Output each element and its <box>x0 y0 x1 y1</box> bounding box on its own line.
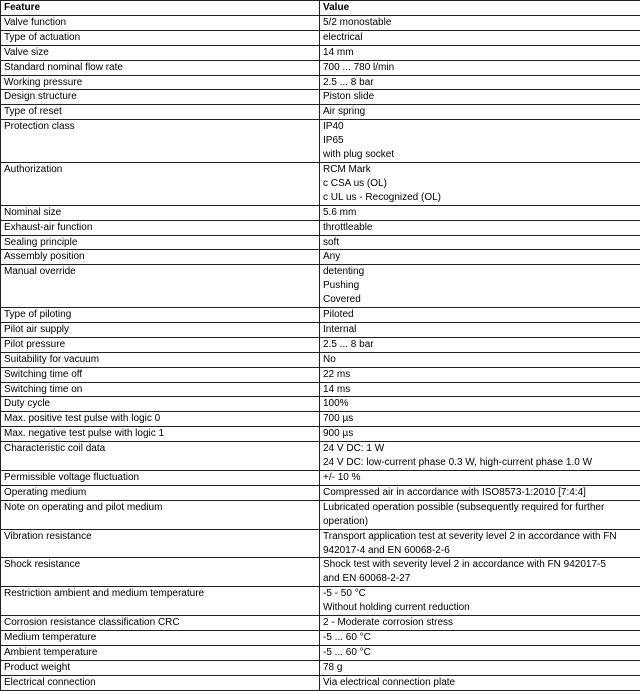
feature-cell: Design structure <box>1 90 320 105</box>
table-row <box>1 485 640 500</box>
feature-cell: Exhaust-air function <box>1 220 320 235</box>
value-line: 5.6 mm <box>323 206 640 220</box>
feature-cell: Assembly position <box>1 250 320 265</box>
table-row <box>1 250 640 265</box>
feature-cell: Product weight <box>1 660 320 675</box>
value-line: -5 ... 60 °C <box>323 646 640 660</box>
value-line: detenting <box>323 265 640 279</box>
table-row <box>1 352 640 367</box>
feature-cell: Switching time off <box>1 367 320 382</box>
value-cell <box>320 45 640 60</box>
feature-cell: Characteristic coil data <box>1 442 320 471</box>
value-cell <box>320 205 640 220</box>
value-cell <box>320 397 640 412</box>
value-line: 900 µs <box>323 427 640 441</box>
value-cell <box>320 630 640 645</box>
feature-cell: Restriction ambient and medium temperature <box>1 587 320 616</box>
value-line: +/- 10 % <box>323 471 640 485</box>
value-line: 700 ... 780 l/min <box>323 61 640 75</box>
value-line: with plug socket <box>323 148 640 162</box>
table-row <box>1 30 640 45</box>
value-cell <box>320 558 640 587</box>
table-row <box>1 120 640 163</box>
table-row <box>1 205 640 220</box>
value-cell <box>320 471 640 486</box>
table-row <box>1 587 640 616</box>
value-line: Covered <box>323 293 640 307</box>
feature-cell: Electrical connection <box>1 675 320 690</box>
table-row <box>1 529 640 558</box>
value-line: Shock test with severity level 2 in accordance with FN 942017-5 <box>323 558 640 572</box>
feature-cell: Standard nominal flow rate <box>1 60 320 75</box>
feature-cell: Note on operating and pilot medium <box>1 500 320 529</box>
value-cell <box>320 322 640 337</box>
value-cell <box>320 529 640 558</box>
value-line: 700 µs <box>323 412 640 426</box>
value-line: soft <box>323 236 640 250</box>
table-row <box>1 15 640 30</box>
table-row <box>1 90 640 105</box>
feature-cell: Working pressure <box>1 75 320 90</box>
value-line: electrical <box>323 31 640 45</box>
table-row <box>1 75 640 90</box>
value-line: 14 mm <box>323 46 640 60</box>
value-cell <box>320 660 640 675</box>
value-cell <box>320 382 640 397</box>
value-line: c UL us - Recognized (OL) <box>323 191 640 205</box>
value-line: 942017-4 and EN 60068-2-6 <box>323 544 640 558</box>
value-cell <box>320 60 640 75</box>
feature-cell: Corrosion resistance classification CRC <box>1 616 320 631</box>
value-line: 14 ms <box>323 383 640 397</box>
value-line: 5/2 monostable <box>323 16 640 30</box>
table-row <box>1 235 640 250</box>
feature-cell: Switching time on <box>1 382 320 397</box>
value-cell <box>320 352 640 367</box>
value-cell <box>320 105 640 120</box>
value-cell <box>320 427 640 442</box>
value-cell <box>320 308 640 323</box>
feature-cell: Pilot pressure <box>1 337 320 352</box>
value-cell <box>320 500 640 529</box>
value-line: Lubricated operation possible (subsequently required for further <box>323 501 640 515</box>
value-line: -5 ... 60 °C <box>323 631 640 645</box>
value-cell <box>320 616 640 631</box>
feature-cell: Permissible voltage fluctuation <box>1 471 320 486</box>
value-cell <box>320 162 640 205</box>
feature-cell: Ambient temperature <box>1 645 320 660</box>
table-row <box>1 500 640 529</box>
value-cell <box>320 250 640 265</box>
table-row <box>1 382 640 397</box>
value-cell <box>320 220 640 235</box>
table-row <box>1 105 640 120</box>
value-line: Via electrical connection plate <box>323 676 640 690</box>
table-row <box>1 265 640 308</box>
value-cell <box>320 120 640 163</box>
value-line: and EN 60068-2-27 <box>323 572 640 586</box>
value-line: Any <box>323 250 640 264</box>
table-row <box>1 397 640 412</box>
value-line: -5 - 50 °C <box>323 587 640 601</box>
table-row <box>1 337 640 352</box>
spec-table-body <box>1 15 640 690</box>
feature-cell: Max. negative test pulse with logic 1 <box>1 427 320 442</box>
value-line: throttleable <box>323 221 640 235</box>
value-line: Without holding current reduction <box>323 601 640 615</box>
feature-cell: Duty cycle <box>1 397 320 412</box>
value-cell <box>320 412 640 427</box>
value-line: 2.5 ... 8 bar <box>323 338 640 352</box>
value-line: 78 g <box>323 661 640 675</box>
table-row <box>1 471 640 486</box>
table-row <box>1 412 640 427</box>
value-line: 24 V DC: 1 W <box>323 442 640 456</box>
value-line: Compressed air in accordance with ISO8573-1:2010 [7:4:4] <box>323 486 640 500</box>
value-line: c CSA us (OL) <box>323 177 640 191</box>
feature-cell: Operating medium <box>1 485 320 500</box>
feature-cell: Pilot air supply <box>1 322 320 337</box>
value-line: Pushing <box>323 279 640 293</box>
value-line: operation) <box>323 515 640 529</box>
value-cell <box>320 15 640 30</box>
value-line: 24 V DC: low-current phase 0.3 W, high-current phase 1.0 W <box>323 456 640 470</box>
feature-column-header: Feature <box>1 1 320 16</box>
value-line: 2.5 ... 8 bar <box>323 76 640 90</box>
value-cell <box>320 587 640 616</box>
table-row <box>1 367 640 382</box>
table-row <box>1 616 640 631</box>
table-row <box>1 427 640 442</box>
feature-cell: Manual override <box>1 265 320 308</box>
table-row <box>1 60 640 75</box>
table-row <box>1 645 640 660</box>
table-row <box>1 675 640 690</box>
feature-cell: Valve size <box>1 45 320 60</box>
feature-cell: Type of actuation <box>1 30 320 45</box>
feature-cell: Max. positive test pulse with logic 0 <box>1 412 320 427</box>
value-line: Internal <box>323 323 640 337</box>
value-cell <box>320 485 640 500</box>
feature-cell: Valve function <box>1 15 320 30</box>
feature-cell: Vibration resistance <box>1 529 320 558</box>
feature-cell: Sealing principle <box>1 235 320 250</box>
table-row <box>1 45 640 60</box>
value-cell <box>320 235 640 250</box>
table-row <box>1 442 640 471</box>
value-line: IP65 <box>323 134 640 148</box>
value-line: No <box>323 353 640 367</box>
value-cell <box>320 265 640 308</box>
value-line: Air spring <box>323 105 640 119</box>
feature-cell: Type of piloting <box>1 308 320 323</box>
feature-cell: Shock resistance <box>1 558 320 587</box>
table-row <box>1 220 640 235</box>
value-cell <box>320 337 640 352</box>
value-cell <box>320 90 640 105</box>
table-row <box>1 322 640 337</box>
table-row <box>1 660 640 675</box>
value-line: 22 ms <box>323 368 640 382</box>
value-line: 100% <box>323 397 640 411</box>
feature-cell: Type of reset <box>1 105 320 120</box>
value-cell <box>320 367 640 382</box>
value-cell <box>320 442 640 471</box>
value-line: IP40 <box>323 120 640 134</box>
feature-cell: Suitability for vacuum <box>1 352 320 367</box>
value-line: 2 - Moderate corrosion stress <box>323 616 640 630</box>
table-row <box>1 558 640 587</box>
feature-cell: Protection class <box>1 120 320 163</box>
value-line: Transport application test at severity level 2 in accordance with FN <box>323 530 640 544</box>
value-cell <box>320 30 640 45</box>
table-row <box>1 162 640 205</box>
feature-cell: Authorization <box>1 162 320 205</box>
header-row <box>1 1 640 16</box>
feature-cell: Medium temperature <box>1 630 320 645</box>
value-cell <box>320 645 640 660</box>
table-row <box>1 630 640 645</box>
value-cell <box>320 75 640 90</box>
value-line: Piston slide <box>323 90 640 104</box>
table-row <box>1 308 640 323</box>
value-cell <box>320 675 640 690</box>
value-column-header: Value <box>320 1 640 16</box>
value-line: RCM Mark <box>323 163 640 177</box>
feature-cell: Nominal size <box>1 205 320 220</box>
value-line: Piloted <box>323 308 640 322</box>
